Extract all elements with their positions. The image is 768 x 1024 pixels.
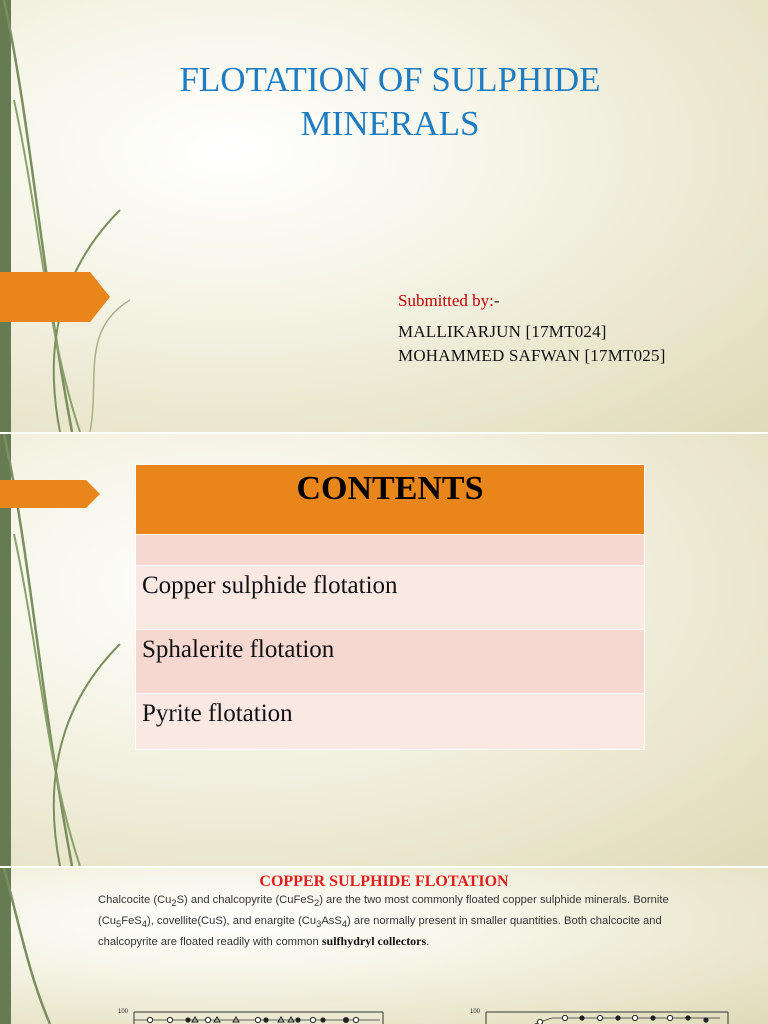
contents-table [135,464,645,750]
contents-item: Sphalerite flotation [136,630,644,694]
contents-row-empty [136,535,644,566]
section-heading: COPPER SULPHIDE FLOTATION [259,873,509,890]
body-paragraph: Chalcocite $(Cu_2S)$ and chalcopyrite (CuFeS$_2$) are the two most commonly floated copper sulphide minerals. Bornite $(Cu_5FeS_4)$, covellite(CuS), and enargite $(Cu_3AsS_4)$ are normally present in smaller quantities. Both chalcocite and chalcopyrite are floated readily with common sulfhydryl collectors. [98,894,669,949]
contents-slide [0,434,768,866]
contents-item: Copper sulphide flotation [136,566,644,630]
chart-top-edge [470,1006,750,1024]
submitted-by-label: Submitted by:- [398,291,500,310]
contents-item: Pyrite flotation [136,694,644,749]
chart-top-edge [118,1006,398,1024]
recovery-chart-right [470,1006,750,1024]
axis-tick-label: 100 [470,1009,481,1015]
title-slide [0,0,768,432]
author-name: MOHAMMED SAFWAN [17MT025] [398,346,666,365]
axis-tick-label: 100 [118,1009,129,1015]
contents-header: CONTENTS [136,465,644,535]
author-name: MALLIKARJUN [17MT024] [398,322,607,341]
presentation-title: FLOTATION OF SULPHIDE MINERALS [179,60,601,143]
recovery-chart-left [118,1006,398,1024]
orange-arrow-tag [0,272,110,322]
copper-flotation-slide [0,868,768,1024]
orange-arrow-tag [0,480,100,508]
